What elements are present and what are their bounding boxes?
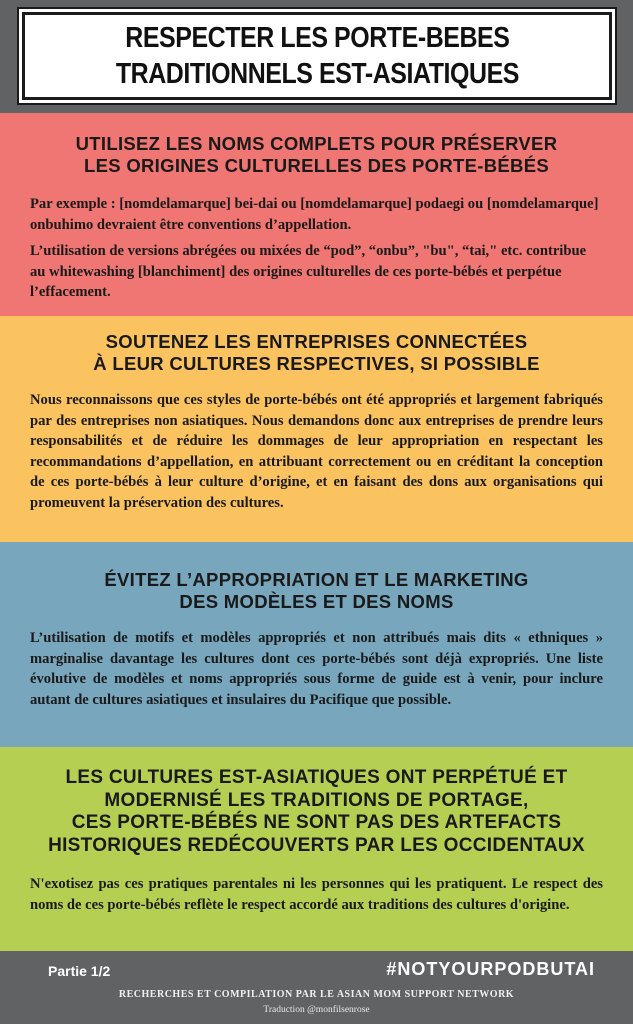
section-support-companies xyxy=(0,316,633,542)
section-heading xyxy=(30,331,603,375)
section-heading xyxy=(30,569,603,613)
paragraph: L’utilisation de versions abrégées ou mixées de “pod”, “onbu”, "bu", “tai," etc. contribue au whitewashing [blanchiment] des origines culturelles de ces porte-bébés et perpétue l’effacement. xyxy=(30,243,587,300)
section-avoid-appropriation xyxy=(0,542,633,747)
header xyxy=(0,0,633,112)
heading-line: DES MODÈLES ET DES NOMS xyxy=(179,591,454,612)
heading-line: SOUTENEZ LES ENTREPRISES CONNECTÉES xyxy=(105,331,528,352)
paragraph: Nous reconnaissons que ces styles de porte-bébés ont été appropriés et largement fabriqués par des entreprises non asiatiques. Nous demandons donc aux entreprises de prendre leurs responsabilités et de réduire les dommages de leur appropriation en respectant les recommandations d’appellation, en attribuant correctement ou en créditant la conception de ces porte-bébés à leur culture d’origine, et en faisant des dons aux organisations qui promeuvent la préservation des cultures. xyxy=(30,392,603,511)
paragraph: L’utilisation de motifs et modèles appropriés et non attribués mais dits « ethniques » marginalise davantage les cultures dont ces porte-bébés sont déjà expropriés. Une liste évolutive de modèles et noms appropriés sous forme de guide est à venir, pour inclure autant de cultures asiatiques et insulaires du Pacifique que possible. xyxy=(30,630,603,708)
title-line-1: RESPECTER LES PORTE-BEBES xyxy=(124,22,510,54)
paragraph: N'exotisez pas ces pratiques parentales ni les personnes qui les pratiquent. Le respect des noms de ces porte-bébés reflète le respect accordé aux traditions des cultures d'origine. xyxy=(30,876,603,913)
heading-line: UTILISEZ LES NOMS COMPLETS POUR PRÉSERVER xyxy=(75,133,558,154)
heading-line: ÉVITEZ L’APPROPRIATION ET LE MARKETING xyxy=(104,569,529,590)
section-body xyxy=(30,874,603,915)
title-line-2: TRADITIONNELS EST-ASIATIQUES xyxy=(115,58,519,90)
section-full-names xyxy=(0,113,633,316)
heading-line: À LEUR CULTURES RESPECTIVES, SI POSSIBLE xyxy=(93,353,540,374)
footer xyxy=(0,951,633,1024)
section-body xyxy=(30,194,603,303)
hashtag: #NOTYOURPODBUTAI xyxy=(386,959,595,979)
section-heading xyxy=(30,767,603,857)
heading-line: LES ORIGINES CULTURELLES DES PORTE-BÉBÉS xyxy=(84,155,549,176)
section-east-asian-cultures xyxy=(0,747,633,951)
heading-line: LES CULTURES EST-ASIATIQUES ONT PERPÉTUÉ ET xyxy=(65,767,568,788)
paragraph: Par exemple : [nomdelamarque] bei-dai ou [nomdelamarque] podaegi ou [nomdelamarque] onbuhimo devraient être conventions d’appellation. xyxy=(30,196,599,233)
title-box xyxy=(22,12,612,100)
credit-line: RECHERCHES ET COMPILATION PAR LE ASIAN MOM SUPPORT NETWORK xyxy=(118,989,515,1000)
section-body xyxy=(30,390,603,513)
section-heading xyxy=(30,133,603,177)
heading-line: HISTORIQUES REDÉCOUVERTS PAR LES OCCIDENTAUX xyxy=(48,834,585,856)
heading-line: CES PORTE-BÉBÉS NE SONT PAS DES ARTEFACTS xyxy=(71,812,562,833)
heading-line: MODERNISÉ LES TRADITIONS DE PORTAGE, xyxy=(104,789,529,811)
part-label: Partie 1/2 xyxy=(48,963,111,979)
translation-credit: Traduction @monfilsenrose xyxy=(263,1005,370,1015)
section-body xyxy=(30,628,603,710)
